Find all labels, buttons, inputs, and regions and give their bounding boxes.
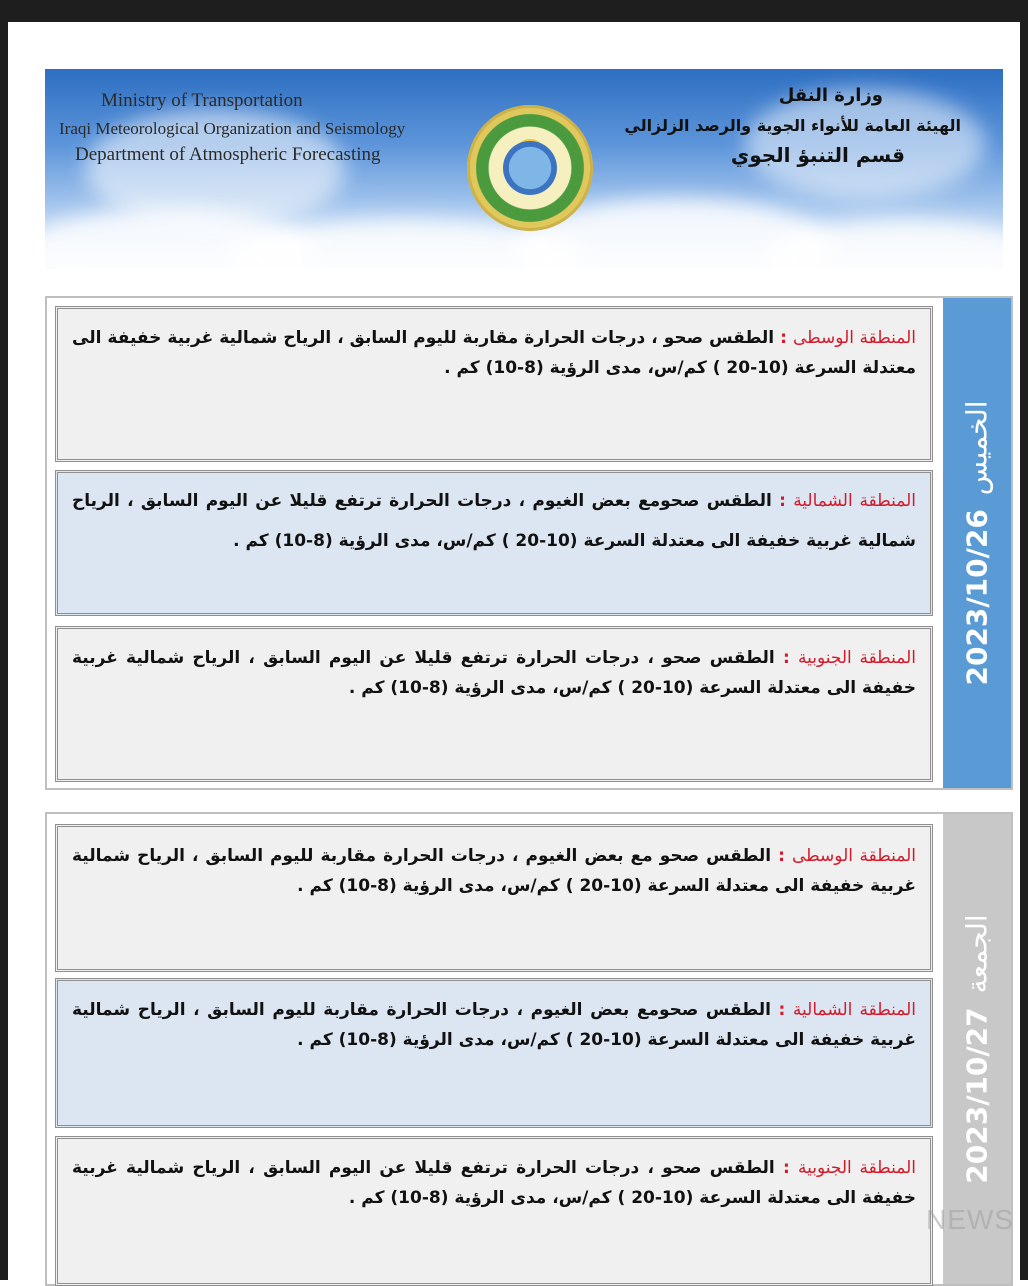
forecast-card-north: المنطقة الشمالية : الطقس صحومع بعض الغيوم ، درجات الحرارة ترتفع قليلا عن اليوم السابق ، الرياح شمالية غربية خفيفة الى معتدلة السرعة (10-20 ) كم/س، مدى الرؤية (8-10) كم . — [55, 470, 933, 616]
forecast-text: الطقس صحو ، درجات الحرارة ترتفع قليلا عن اليوم السابق ، الرياح شمالية غربية خفيفة الى معتدلة السرعة (10-20 ) كم/س، مدى الرؤية (8-10) كم . — [72, 1158, 916, 1208]
day-section-1 — [45, 296, 1013, 790]
ministry-arabic: وزارة النقل — [778, 85, 883, 106]
department-english: Department of Atmospheric Forecasting — [75, 144, 381, 165]
date-column — [943, 298, 1011, 788]
forecast-card-south: المنطقة الجنوبية : الطقس صحو ، درجات الحرارة ترتفع قليلا عن اليوم السابق ، الرياح شمالية غربية خفيفة الى معتدلة السرعة (10-20 ) كم/س، مدى الرؤية (8-10) كم . — [55, 626, 933, 782]
region-label: المنطقة الجنوبية — [798, 1158, 916, 1178]
logo-emblem-icon — [467, 105, 593, 231]
right-frame — [1020, 0, 1028, 1280]
department-arabic: قسم التنبؤ الجوي — [730, 143, 905, 167]
region-label: المنطقة الوسطى — [791, 846, 917, 866]
day-label — [961, 400, 994, 685]
forecast-card-central: المنطقة الوسطى : الطقس صحو ، درجات الحرارة مقاربة لليوم السابق ، الرياح شمالية غربية خفيفة الى معتدلة السرعة (10-20 ) كم/س، مدى الرؤية (8-10) كم . — [55, 306, 933, 462]
day-name: الجمعة — [960, 914, 994, 994]
arabic-header — [624, 85, 961, 167]
day-name: الخميس — [960, 400, 994, 496]
forecast-text: الطقس صحو مع بعض الغيوم ، درجات الحرارة مقاربة لليوم السابق ، الرياح شمالية غربية خفيفة الى معتدلة السرعة (10-20 ) كم/س، مدى الرؤية (8-10) كم . — [72, 846, 916, 896]
left-frame — [0, 0, 8, 1280]
forecast-text: الطقس صحو ، درجات الحرارة مقاربة لليوم السابق ، الرياح شمالية غربية خفيفة الى معتدلة السرعة (10-20 ) كم/س، مدى الرؤية (8-10) كم . — [72, 328, 916, 378]
forecast-text: الطقس صحومع بعض الغيوم ، درجات الحرارة مقاربة لليوم السابق ، الرياح شمالية غربية خفيفة الى معتدلة السرعة (10-20 ) كم/س، مدى الرؤية (8-10) كم . — [72, 1000, 916, 1050]
forecast-card-north: المنطقة الشمالية : الطقس صحومع بعض الغيوم ، درجات الحرارة مقاربة لليوم السابق ، الرياح شمالية غربية خفيفة الى معتدلة السرعة (10-20 ) كم/س، مدى الرؤية (8-10) كم . — [55, 978, 933, 1128]
ministry-english: Ministry of Transportation — [101, 90, 303, 111]
header-banner — [45, 69, 1003, 269]
day-section-2 — [45, 812, 1013, 1286]
organization-arabic: الهيئة العامة للأنواء الجوية والرصد الزلزالي — [624, 116, 961, 135]
region-label: المنطقة الشمالية — [792, 1000, 916, 1020]
organization-english: Iraqi Meteorological Organization and Seismology — [59, 118, 406, 138]
day-label — [961, 914, 994, 1183]
forecast-text: الطقس صحومع بعض الغيوم ، درجات الحرارة ترتفع قليلا عن اليوم السابق ، الرياح شمالية غربية خفيفة الى معتدلة السرعة (10-20 ) كم/س، مدى الرؤية (8-10) كم . — [72, 491, 916, 551]
watermark: NEWS — [926, 1204, 1014, 1235]
date-value: 2023/10/26 — [960, 509, 994, 686]
forecast-card-south: المنطقة الجنوبية : الطقس صحو ، درجات الحرارة ترتفع قليلا عن اليوم السابق ، الرياح شمالية غربية خفيفة الى معتدلة السرعة (10-20 ) كم/س، مدى الرؤية (8-10) كم . — [55, 1136, 933, 1286]
region-label: المنطقة الوسطى — [792, 328, 916, 348]
region-label: المنطقة الشمالية — [793, 491, 916, 511]
english-header — [45, 87, 406, 170]
forecast-text: الطقس صحو ، درجات الحرارة ترتفع قليلا عن اليوم السابق ، الرياح شمالية غربية خفيفة الى معتدلة السرعة (10-20 ) كم/س، مدى الرؤية (8-10) كم . — [72, 648, 916, 698]
top-frame — [0, 0, 1028, 22]
forecast-card-central: المنطقة الوسطى : الطقس صحو مع بعض الغيوم ، درجات الحرارة مقاربة لليوم السابق ، الرياح شمالية غربية خفيفة الى معتدلة السرعة (10-20 ) كم/س، مدى الرؤية (8-10) كم . — [55, 824, 933, 972]
date-value: 2023/10/27 — [960, 1007, 994, 1184]
region-label: المنطقة الجنوبية — [798, 648, 916, 668]
